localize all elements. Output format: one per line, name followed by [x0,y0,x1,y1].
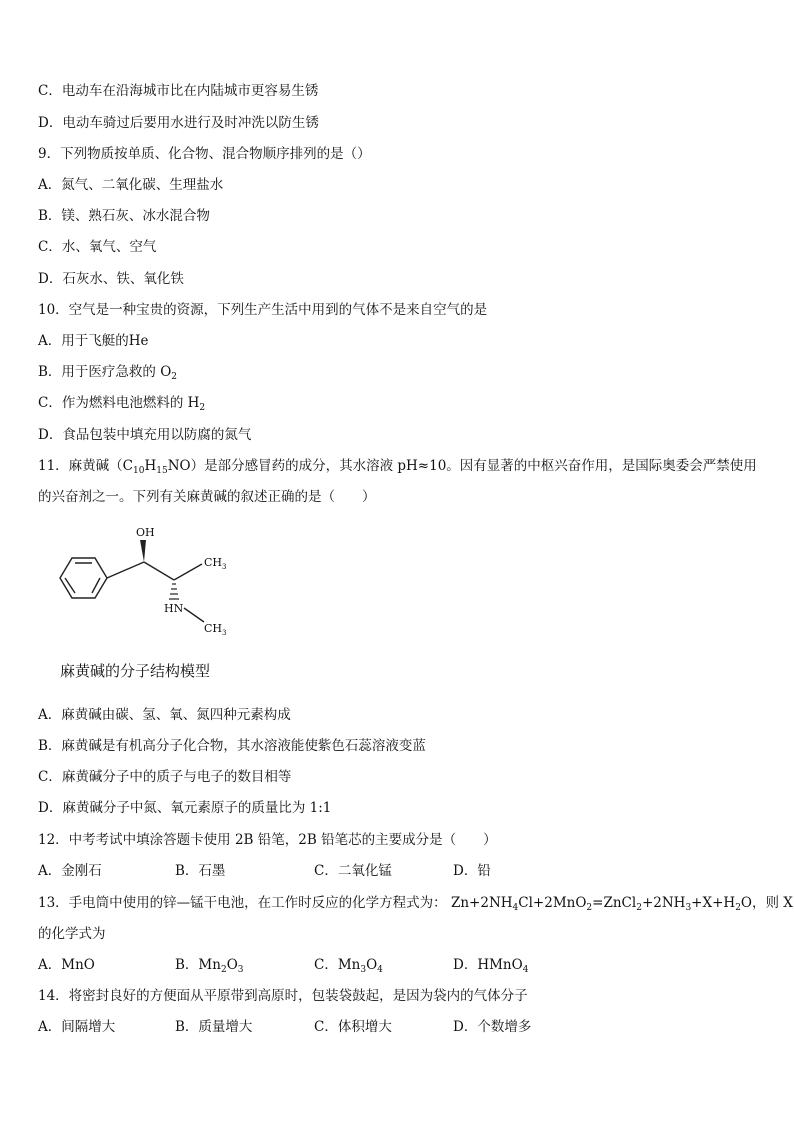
q11-stem: 11．麻黄碱$(C_{10}H_{15}NO)$是部分感冒药的成分，其水溶液 pH≈10。因有显著的中枢兴奋作用，是国际奥委会严禁使用 [38,458,757,476]
q14-option-d: D．个数增多 [453,1019,532,1035]
q12-option-a: A．金刚石 [38,863,102,879]
q12-stem: 12．中考考试中填涂答题卡使用 2B 铅笔，2B 铅笔芯的主要成分是（ ） [38,832,497,848]
wedge-bond [140,540,146,562]
q10-option-a: A．用于飞艇的He [38,333,149,349]
q8-option-d: D．电动车骑过后要用水进行及时冲洗以防生锈 [38,115,319,131]
oh-label: OH [136,526,155,539]
q14-option-a: A．间隔增大 [38,1019,116,1035]
q14-stem: 14．将密封良好的方便面从平原带到高原时，包装袋鼓起，是因为袋内的气体分子 [38,988,528,1004]
q11-option-a: A．麻黄碱由碳、氢、氧、氮四种元素构成 [38,707,291,723]
figure-caption: 麻黄碱的分子结构模型 [60,662,211,680]
ch3-bottom-label: $CH_3$ [204,622,227,637]
q12-option-d: D．铅 [453,863,491,879]
q11-option-b: B．麻黄碱是有机高分子化合物，其水溶液能使紫色石蕊溶液变蓝 [38,738,426,754]
q13-stem: 13．手电筒中使用的锌—锰干电池，在工作时反应的化学方程式为： $Zn+2NH_4Cl+2MnO_2=ZnCl_2+2NH_3+X+H_2O$，则 X [38,895,793,913]
q14-option-c: C．体积增大 [314,1019,392,1035]
hashed-bond [169,584,179,599]
q10-option-d: D．食品包装中填充用以防腐的氮气 [38,427,252,443]
q12-option-b: B．石墨 [175,863,226,879]
q8-option-c: C．电动车在沿海城市比在内陆城市更容易生锈 [38,83,319,99]
q13-option-b: B．$Mn_2O_3$ [175,957,244,975]
q11-option-d: D．麻黄碱分子中氮、氧元素原子的质量比为 1:1 [38,800,332,816]
q10-option-c: C．作为燃料电池燃料的 $H_2$ [38,395,206,413]
q13-option-d: D．HMnO$_4$ [453,957,529,975]
q9-option-a: A．氮气、二氧化碳、生理盐水 [38,177,224,193]
q10-option-b: B．用于医疗急救的 $O_2$ [38,364,178,382]
q10-stem: 10．空气是一种宝贵的资源，下列生产生活中用到的气体不是来自空气的是 [38,302,488,318]
q12-option-c: C．二氧化锰 [314,863,392,879]
q9-option-d: D．石灰水、铁、氧化铁 [38,271,184,287]
q13-option-a: A．MnO [38,957,95,973]
q11-stem-line2: 的兴奋剂之一。下列有关麻黄碱的叙述正确的是（ ） [38,489,376,505]
ephedrine-structure-diagram [44,522,244,642]
ch3-top-label: $CH_3$ [204,556,227,571]
q11-option-c: C．麻黄碱分子中的质子与电子的数目相等 [38,769,292,785]
q9-option-b: B．镁、熟石灰、冰水混合物 [38,208,210,224]
q9-stem: 9．下列物质按单质、化合物、混合物顺序排列的是（） [38,146,371,162]
q14-option-b: B．质量增大 [175,1019,253,1035]
q13-stem-line2: 的化学式为 [38,926,106,942]
q13-option-c: C．$Mn_3O_4$ [314,957,383,975]
hn-label: HN [164,602,184,615]
q9-option-c: C．水、氧气、空气 [38,239,157,255]
